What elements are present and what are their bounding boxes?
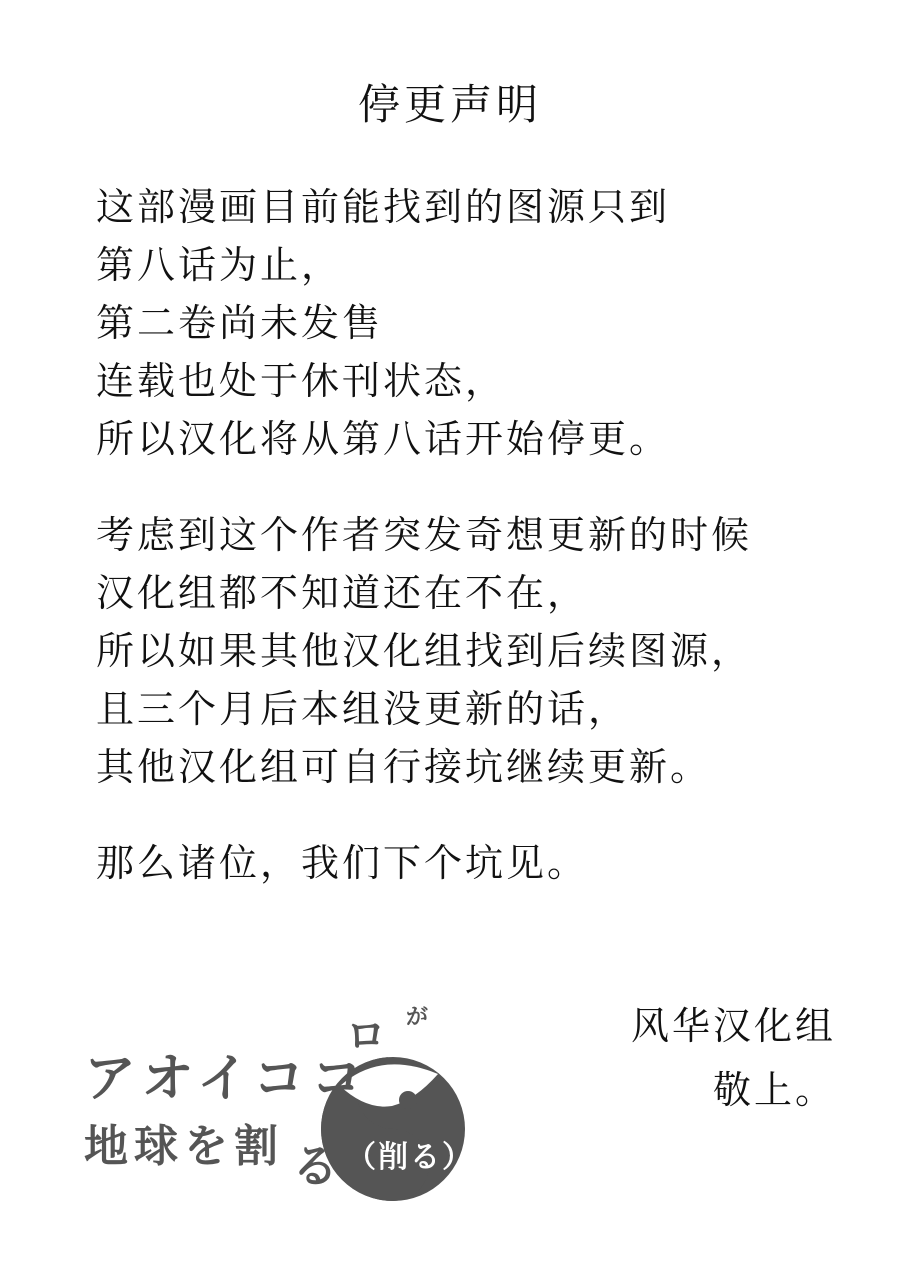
text-line: 且三个月后本组没更新的话，: [96, 687, 630, 731]
logo-title-ro: ロ: [346, 1013, 386, 1059]
logo-subtitle: （削る）: [346, 1140, 474, 1175]
text-line: 第八话为止，: [96, 243, 343, 287]
logo-title-line1: アオイココ: [84, 1049, 369, 1109]
signature: [631, 994, 836, 1122]
paragraph-1: [96, 178, 670, 468]
text-line: 这部漫画目前能找到的图源只到: [96, 185, 671, 229]
logo-title-line2: 地球を割: [84, 1121, 284, 1172]
signature-group: 风华汉化组: [630, 1004, 836, 1048]
text-line: 所以汉化将从第八话开始停更。: [96, 417, 671, 461]
text-line: 汉化组都不知道还在不在，: [96, 571, 589, 615]
logo-title-ru: る: [292, 1139, 338, 1193]
text-line: 那么诸位，我们下个坑见。: [96, 841, 589, 885]
paragraph-3: [96, 834, 588, 892]
text-line: 所以如果其他汉化组找到后续图源，: [96, 629, 753, 673]
logo-title-ga: が: [406, 1005, 429, 1030]
paragraph-2: [96, 506, 752, 796]
text-line: 考虑到这个作者突发奇想更新的时候: [96, 513, 753, 557]
text-line: 第二卷尚未发售: [96, 301, 384, 345]
text-line: 连载也处于休刊状态，: [96, 359, 507, 403]
signature-closing: 敬上。: [712, 1068, 836, 1112]
series-logo: [84, 1000, 484, 1200]
page-title: 停更声明: [357, 80, 542, 129]
text-line: 其他汉化组可自行接坑继续更新。: [96, 745, 712, 789]
